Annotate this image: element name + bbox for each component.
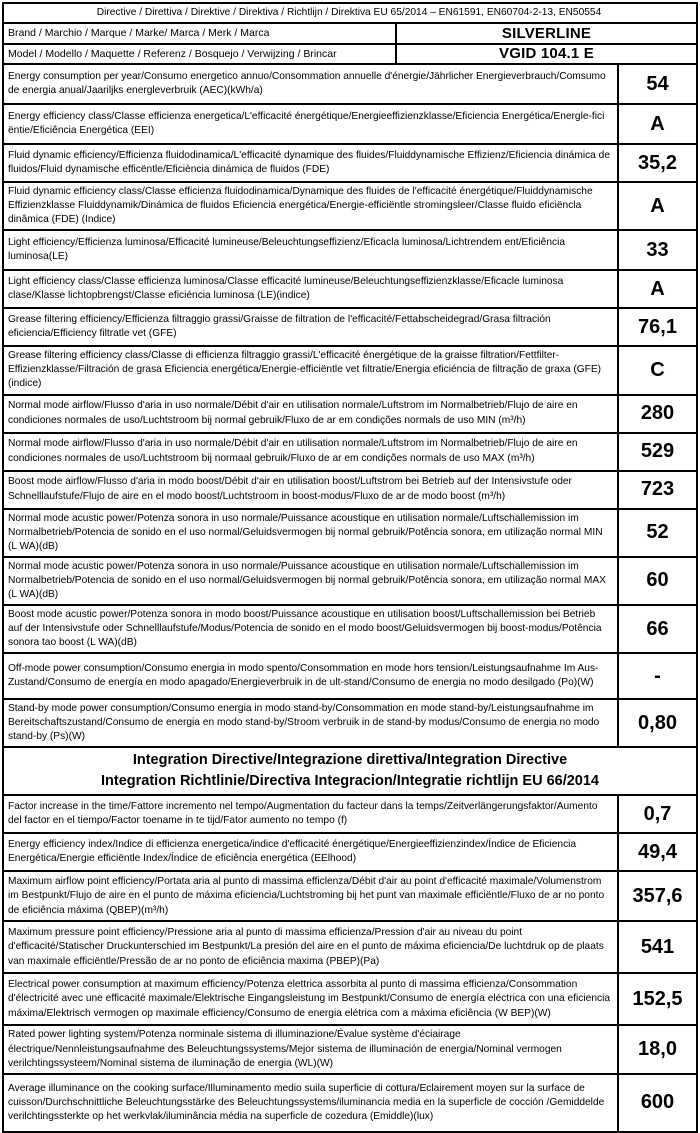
- row-value: 152,5: [617, 974, 696, 1024]
- row-label: Normal mode airflow/Flusso d'aria in uso normale/Débit d'air en utilisation normale/Luftstrom im Normalbetrieb/Flujo de aire en condiciones normales de uso/Luchtstroom bij normaal gebruik/Fluxo de ar em condições normals de uso MAX (m³/h): [8, 438, 578, 464]
- table-row-energy-efficiency-class: [4, 105, 696, 145]
- row-label: Off-mode power consumption/Consumo energia in modo spento/Consommation en mode hors tension/Leistungsaufnahme Im Aus-Zustand/Consumo de energía en modo apagado/Energieverbruik in de ult-stand/Consumo de energia no modo desilgado (Po)(W): [8, 663, 599, 689]
- brand-value: SILVERLINE: [395, 24, 696, 42]
- row-label: Rated power lighting system/Potenza norminale sistema di illuminazione/Évalue système d'éciairage électrique/Nennleistungsaufnahme des Beleuchtungssystems/Mejor sistema de illuminación de energia/Nominal vermogen verilchtingssysteem/Nominal sistema de iluminação de energia (WL)(W): [8, 1029, 562, 1069]
- table-row-average-illuminance: [4, 1075, 696, 1131]
- row-value: 357,6: [617, 872, 696, 920]
- table-row-boost-airflow: [4, 472, 696, 510]
- row-label: Grease filtering efficiency/Efficienza filtraggio grassi/Graisse de filtration de l'efficacité/Fettabscheidegrad/Grasa filtración eficiencia/Efficiency filtratle vet (GFE): [8, 314, 551, 340]
- row-label: Stand-by mode power consumption/Consumo energia in modo stand-by/Consommation en mode stand-by/Leistungsaufnahme im Bereitschaftszustand/Consumo de energia en modo stand-by/Stroom verbruik in de stand-by modus/Consumo de energia no modo stand-by (Ps)(W): [8, 703, 600, 743]
- row-label: Light efficiency/Efficienza luminosa/Efficacité lumineuse/Beleuchtungseffizienz/Eficacla luminosa/Lichtrendem ent/Eficiência luminosa(LE): [8, 237, 566, 263]
- table-row-fluid-dynamic-efficiency: [4, 145, 696, 183]
- table-row-factor-increase: [4, 796, 696, 834]
- row-value: 54: [617, 65, 696, 103]
- spec-sheet: [2, 2, 698, 1133]
- row-value: 529: [617, 434, 696, 470]
- table-row-off-mode-power: [4, 654, 696, 700]
- row-value: 541: [617, 922, 696, 972]
- integration-header-row: [4, 748, 696, 796]
- row-label: Factor increase in the time/Fattore incremento nel tempo/Augmentation du facteur dans la temps/Zeitverlängerungsfaktor/Aumento del factor en el tiempo/Factor toename in te tijd/Fator aumento no tempo (f): [8, 801, 598, 827]
- row-label: Average illuminance on the cooking surface/Illuminamento medio suila superficie di cottura/Eclairement moyen sur la surface de cuisson/Durchschnittliche Beleuchtungsstärke des Beleuchtungssystems/iluminancia media en la superficle de cocción /Gemiddelde verilchtingssterkte op het werkvlak/iluminância média na superficle de cozedura (Emiddle)(lux): [8, 1082, 605, 1122]
- row-label: Normal mode airflow/Flusso d'aria in uso normale/Débit d'air en utilisation normale/Luftstrom im Normalbetrieb/Flujo de aire en condiciones normales de uso/Luchtstroom bij normal gebruik/Fluxo de ar em condições normals de uso MIN (m³/h): [8, 400, 578, 426]
- table-row-max-pressure-point-efficiency: [4, 922, 696, 974]
- row-value: -: [617, 654, 696, 698]
- table-row-energy-efficiency-index: [4, 834, 696, 872]
- row-value: 0,7: [617, 796, 696, 832]
- table-row-normal-airflow-max: [4, 434, 696, 472]
- row-label: Grease filtering efficiency class/Classe di efficienza filtraggio grassi/L'efficacité énergétique de la graisse filtration/Fettfilter-Effizienzklasse/Filtración de grasa Eficiencia energética/Energie-efficiëntle vet filtratie/Energia eficiéncia de filtração de graxa (GFE)(indice): [8, 350, 602, 390]
- brand-row: [4, 24, 696, 44]
- table-row-standby-power: [4, 700, 696, 748]
- model-row: [4, 45, 696, 65]
- row-value: 18,0: [617, 1026, 696, 1072]
- table-row-electrical-power-consumption: [4, 974, 696, 1026]
- row-label: Maximum airflow point efficiency/Portata aria al punto di massima efficlenza/Débit d'air au point d'efficacité maximale/Volumenstrom im Bestpunkt/Flujo de aire en el punto de máxima eficiencia/Luchtstroming bij het punt van maximale efficiëntle/Fluxo de ar no ponto de eficiência máxima (QBEP)(m³/h): [8, 876, 605, 916]
- row-value: 0,80: [617, 700, 696, 746]
- row-label: Boost mode airflow/Flusso d'aria in modo boost/Débit d'air en utilisation boost/Luftstrom bei Betrieb auf der Intensivstufe oder Schnelllaufstufe/Flujo de aire en el modo boost/Luchtstroom in boost-modus/Fluxo de ar de modo boost (m³/h): [8, 476, 572, 502]
- row-value: 280: [617, 396, 696, 432]
- table-row-light-efficiency: [4, 231, 696, 271]
- row-value: 49,4: [617, 834, 696, 870]
- integration-header-line1: Integration Directive/Integrazione direttiva/Integration Directive: [132, 752, 568, 769]
- brand-label: Brand / Marchio / Marque / Marke/ Marca / Merk / Marca: [8, 27, 270, 40]
- integration-header: [4, 748, 696, 794]
- row-label: Maximum pressure point efficiency/Pressione aria al punto di massima efficienza/Pression d'air au niveau du point d'efficacité/Statischer Druckunterschied im Bestpunkt/La presión del aire en el punto de máxima eficiencia/De luchtdruk op de plaats van maximale efficiëntle/Pressão de ar no ponto de eficiência maxima (PBEP)(Pa): [8, 927, 604, 967]
- row-value: C: [617, 347, 696, 393]
- row-label: Light efficiency class/Classe efficienza luminosa/Classe efficacité lumineuse/Beleuchtungseffizienzklasse/Eficacle luminosa clase/Klasse lichtopbrengst/Classe eficiéncia luminosa (LE)(indice): [8, 276, 564, 302]
- table-row-boost-acoustic: [4, 606, 696, 654]
- row-label: Normal mode acustic power/Potenza sonora in uso normale/Puissance acoustique en utilisation normale/Luftschallemission im Normalbetrieb/Potencia de sonido en el uso normal/Geluidsvermogen bij normal gebruik/Potência sonora, em utilização normal MAX (L WA)(dB): [8, 560, 606, 600]
- row-value: 33: [617, 231, 696, 269]
- model-label: Model / Modello / Maquette / Referenz / Bosquejo / Verwijzing / Brincar: [8, 47, 337, 60]
- table-row-energy-consumption: [4, 65, 696, 105]
- row-label: Fluid dynamic efficiency/Efficienza fluidodinamica/L'efficacité dynamique des fluides/Fluiddynamische Effizienz/Eficiencia dinámica de fluidos/Fluid dynamische efficëntle/Eficiència dinámica de fluidos (FDE): [8, 149, 611, 176]
- table-row-normal-acoustic-min: [4, 510, 696, 558]
- table-row-normal-airflow-min: [4, 396, 696, 434]
- row-label: Energy efficiency class/Classe efficienza energetica/L'efficacité énergétique/Energieeffizienzklasse/Eficiencia Energética/Energle-fici ëntie/Eficiência Energética (EEI): [8, 110, 605, 137]
- row-label: Energy consumption per year/Consumo energetico annuo/Consommation annuelle d'énergie/Jährlicher Energieverbrauch/Comsumo de energia anual/Jaariljks energleverbruik (AEC)(kWh/a): [8, 70, 606, 97]
- row-value: A: [617, 105, 696, 143]
- row-value: 76,1: [617, 309, 696, 345]
- row-value: A: [617, 271, 696, 307]
- table-row-rated-power-lighting: [4, 1026, 696, 1074]
- table-row-normal-acoustic-max: [4, 558, 696, 606]
- row-value: 60: [617, 558, 696, 604]
- table-row-grease-filtering-efficiency: [4, 309, 696, 347]
- table-row-light-efficiency-class: [4, 271, 696, 309]
- directive-text: Directive / Direttiva / Direktive / Direktiva / Richtlijn / Direktiva EU 65/2014 – EN61591, EN60704-2-13, EN50554: [96, 7, 602, 18]
- row-label: Normal mode acustic power/Potenza sonora in uso normale/Puissance acoustique en utilisation normale/Luftschallemission im Normalbetrieb/Potencia de sonido en el uso normal/Geluidsvermogen bij normal gebruik/Potência sonora, em utilização normal MIN (L WA)(dB): [8, 512, 603, 552]
- row-label: Electrical power consumption at maximum efficiency/Potenza elettrica assorbita al punto di massima efficienza/Consommation d'électricité avec une efficacité maximale/Elektrische Eingangsleistung im Bestpunkt/Consumo de energía eléctrica con una eficiencia máxima/Elektrisch vermogen op maximale efficiency/Consumo de energia elétrica com a máxima eficiência (W BEP)(W): [8, 979, 611, 1019]
- row-label: Fluid dynamic efficiency class/Classe efficienza fluidodinamica/Dynamique des fluides de l'efficacité énergétique/Fluiddynamische Effizienzklasse Fluiddynamik/Dinámica de fluidos Eficiencia energética/Energie-efficiëntle stromingsleer/Classe fluido eficiëncla dinâmica (FDE) (Indice): [8, 186, 593, 226]
- integration-header-line2: Integration Richtlinie/Directiva Integracion/Integratie richtlijn EU 66/2014: [101, 773, 599, 790]
- row-value: 600: [617, 1075, 696, 1131]
- row-label: Boost mode acustic power/Potenza sonora in modo boost/Puissance acoustique en utilisation boost/Luftschallemission bei Betrieb auf der Intensivstufe oder Schnelllaufstufe/Modus/Potencia de sonido en el modo boost/Geluidsvermogen bij boost-modus/Potência sonora tao boost (L WA)(dB): [8, 608, 602, 649]
- row-value: 66: [617, 606, 696, 652]
- row-value: 35,2: [617, 145, 696, 181]
- row-value: A: [617, 183, 696, 229]
- table-row-fluid-dynamic-efficiency-class: [4, 183, 696, 231]
- directive-row: [4, 4, 696, 24]
- row-value: 723: [617, 472, 696, 508]
- row-value: 52: [617, 510, 696, 556]
- table-row-max-airflow-point-efficiency: [4, 872, 696, 922]
- model-value: VGID 104.1 E: [395, 45, 696, 63]
- row-label: Energy efficiency index/Indice di efficienza energetica/indice d'efficacité énergétique/Energieeffizienzindex/Índice de Eficiencia Energética/Energie efficiëntle Index/Índice de eficiência energética (EElhood): [8, 839, 577, 865]
- table-row-grease-filtering-efficiency-class: [4, 347, 696, 395]
